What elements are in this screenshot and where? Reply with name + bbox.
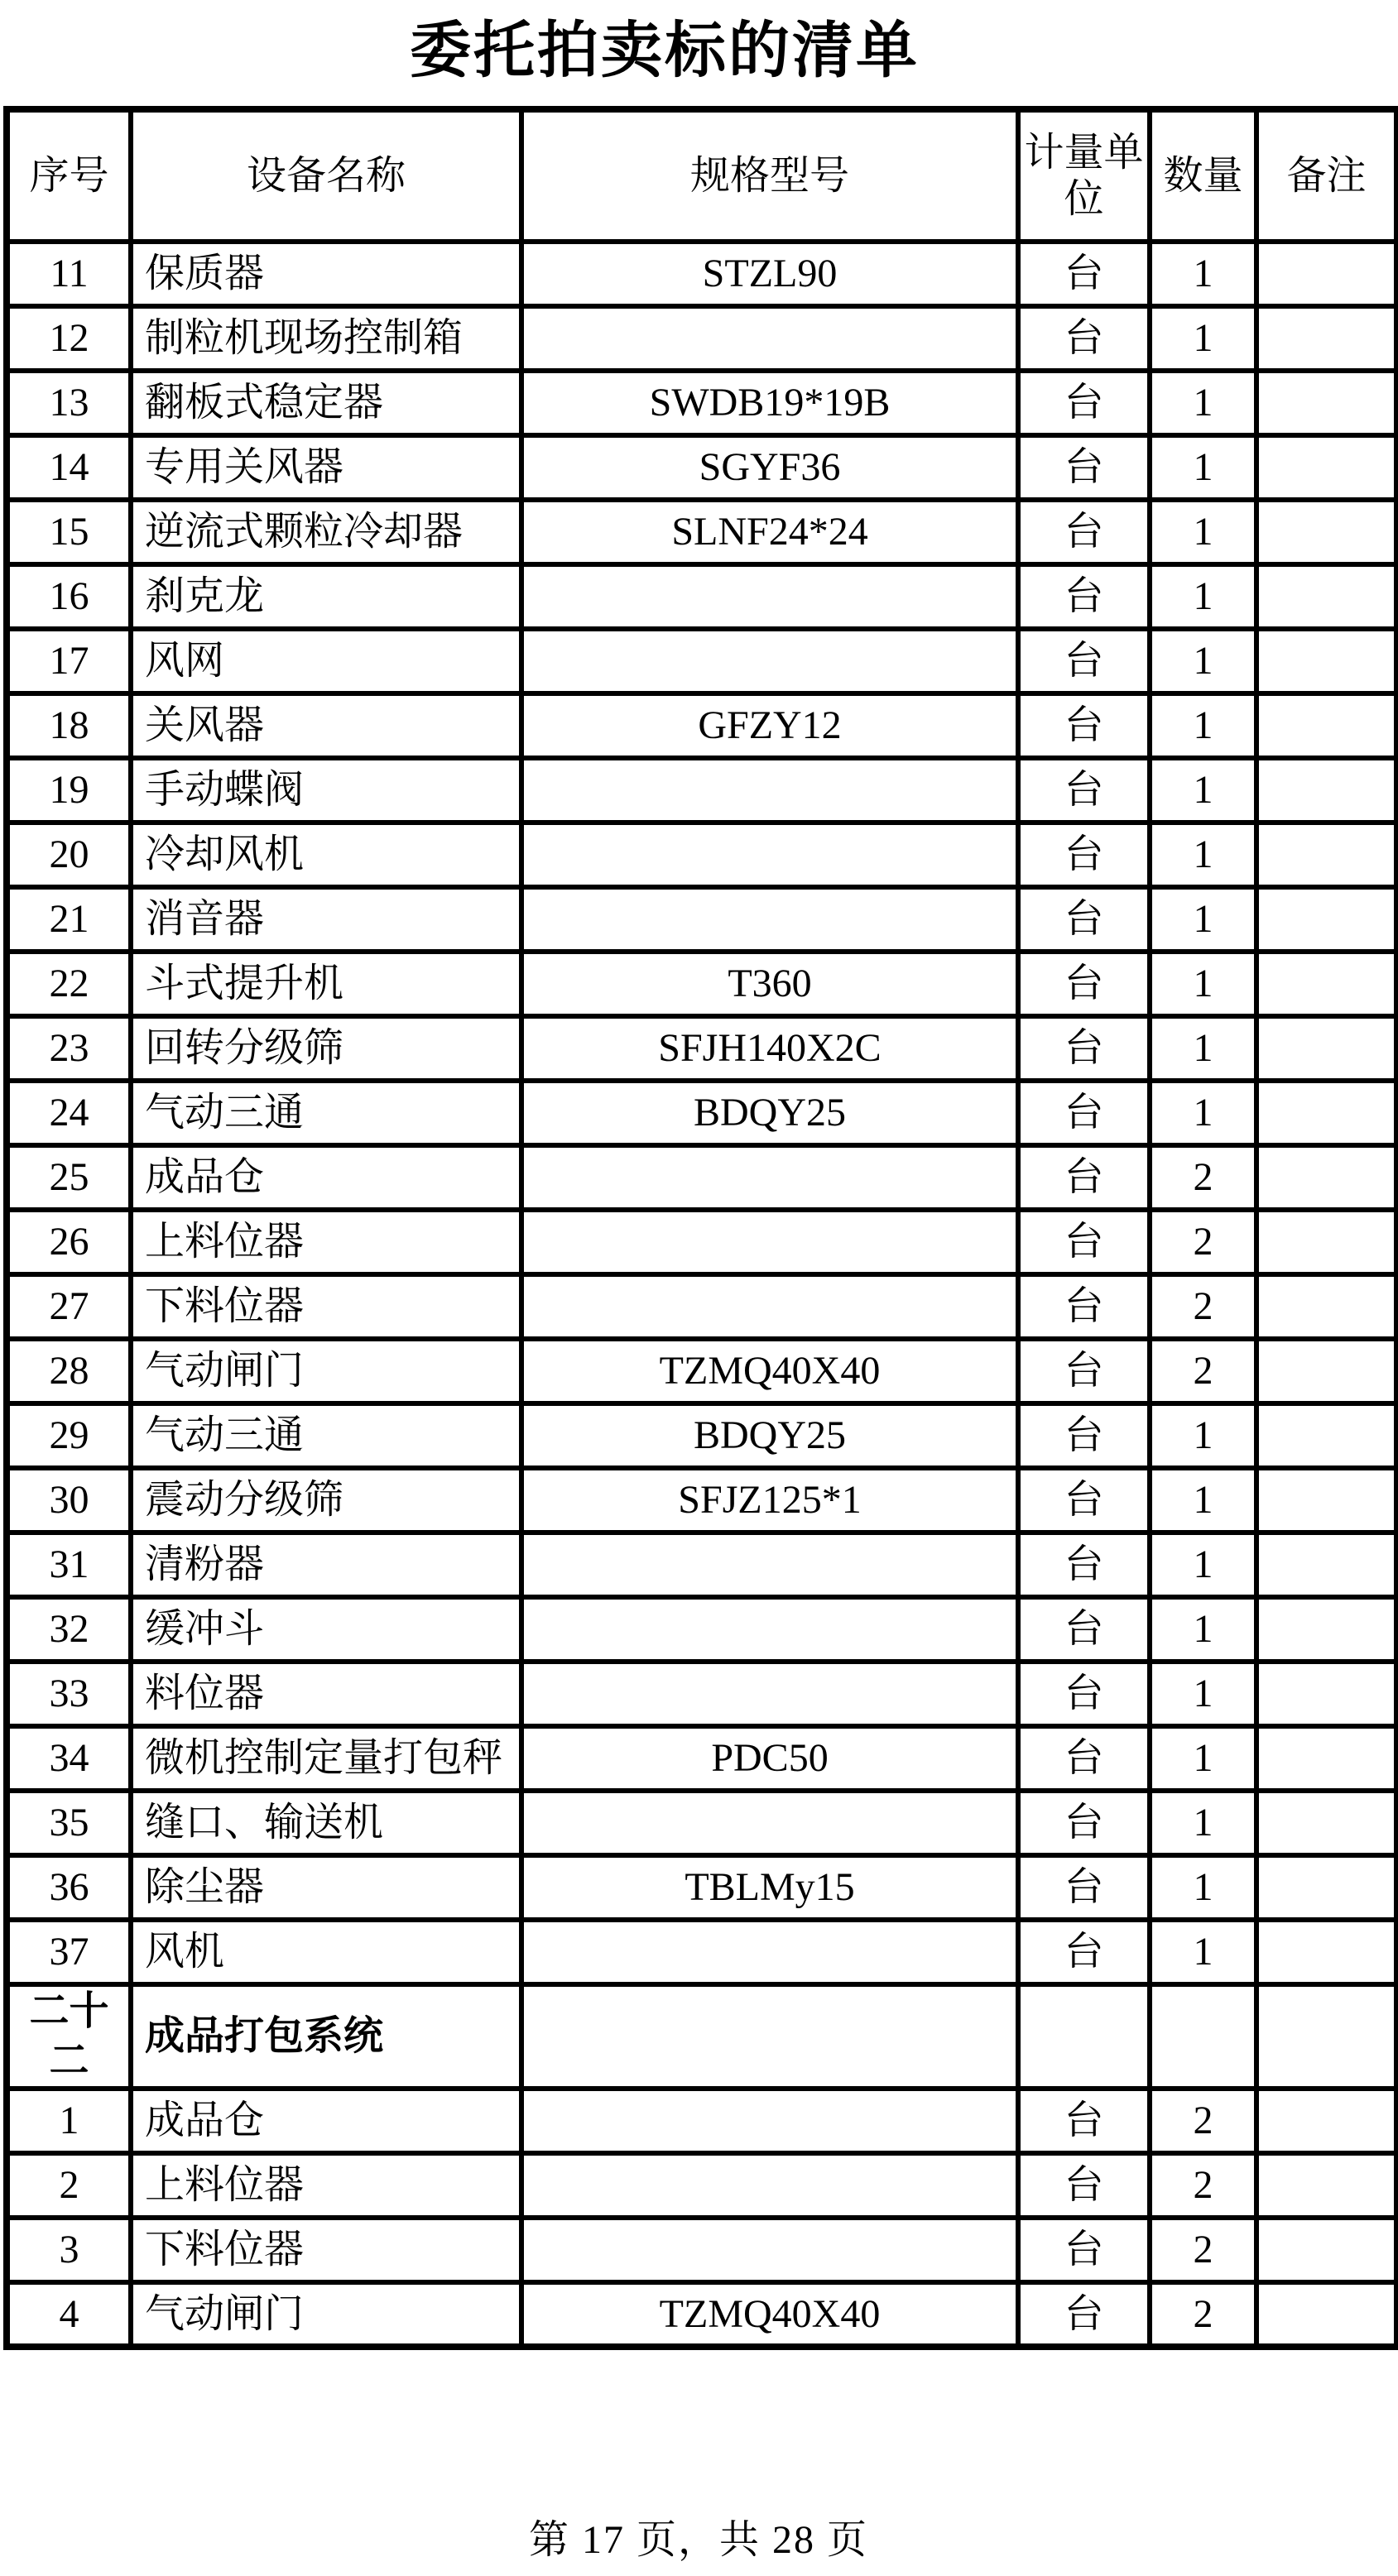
- serial-cell: 18: [7, 693, 131, 758]
- unit-cell: 台: [1018, 2153, 1150, 2218]
- qty-cell: 1: [1150, 242, 1256, 306]
- table-row: [7, 1081, 1397, 1145]
- unit-cell: 台: [1018, 887, 1150, 952]
- section-header-row: [7, 1984, 1397, 2089]
- serial-cell: 32: [7, 1597, 131, 1662]
- qty-cell: 1: [1150, 306, 1256, 371]
- name-cell: 消音器: [131, 887, 521, 952]
- spec-cell: [521, 1210, 1018, 1274]
- column-header-unit: 计量单位: [1018, 109, 1150, 242]
- column-header-serial: 序号: [7, 109, 131, 242]
- name-cell: 翻板式稳定器: [131, 371, 521, 435]
- serial-cell: 25: [7, 1145, 131, 1210]
- table-row: [7, 1403, 1397, 1468]
- qty-cell: 1: [1150, 371, 1256, 435]
- unit-cell: [1018, 1984, 1150, 2089]
- name-cell: 气动闸门: [131, 1339, 521, 1403]
- table-row: [7, 2218, 1397, 2282]
- note-cell: [1256, 2218, 1397, 2282]
- serial-cell: 17: [7, 629, 131, 693]
- note-cell: [1256, 2282, 1397, 2347]
- serial-cell: 15: [7, 500, 131, 564]
- note-cell: [1256, 1210, 1397, 1274]
- spec-cell: BDQY25: [521, 1081, 1018, 1145]
- qty-cell: 1: [1150, 1791, 1256, 1855]
- note-cell: [1256, 435, 1397, 500]
- name-cell: 逆流式颗粒冷却器: [131, 500, 521, 564]
- serial-cell: 23: [7, 1016, 131, 1081]
- unit-cell: 台: [1018, 1016, 1150, 1081]
- name-cell: 斗式提升机: [131, 952, 521, 1016]
- serial-cell: 二十二: [7, 1984, 131, 2089]
- unit-cell: 台: [1018, 1726, 1150, 1791]
- spec-cell: [521, 1984, 1018, 2089]
- serial-cell: 2: [7, 2153, 131, 2218]
- qty-cell: 2: [1150, 1274, 1256, 1339]
- serial-cell: 1: [7, 2089, 131, 2153]
- spec-cell: SGYF36: [521, 435, 1018, 500]
- table-row: [7, 1210, 1397, 1274]
- note-cell: [1256, 1855, 1397, 1920]
- serial-cell: 20: [7, 823, 131, 887]
- note-cell: [1256, 500, 1397, 564]
- note-cell: [1256, 2153, 1397, 2218]
- note-cell: [1256, 1597, 1397, 1662]
- table-row: [7, 1597, 1397, 1662]
- spec-cell: [521, 1274, 1018, 1339]
- qty-cell: 1: [1150, 500, 1256, 564]
- table-row: [7, 693, 1397, 758]
- qty-cell: 1: [1150, 1468, 1256, 1533]
- spec-cell: [521, 1533, 1018, 1597]
- table-row: [7, 306, 1397, 371]
- spec-cell: [521, 2218, 1018, 2282]
- qty-cell: 1: [1150, 435, 1256, 500]
- spec-cell: [521, 2153, 1018, 2218]
- spec-cell: SFJH140X2C: [521, 1016, 1018, 1081]
- spec-cell: [521, 564, 1018, 629]
- column-header-qty: 数量: [1150, 109, 1256, 242]
- table-row: [7, 1339, 1397, 1403]
- table-row: [7, 887, 1397, 952]
- note-cell: [1256, 952, 1397, 1016]
- note-cell: [1256, 1081, 1397, 1145]
- table-row: [7, 242, 1397, 306]
- table-row: [7, 1468, 1397, 1533]
- unit-cell: 台: [1018, 1855, 1150, 1920]
- qty-cell: [1150, 1984, 1256, 2089]
- note-cell: [1256, 1920, 1397, 1984]
- serial-cell: 16: [7, 564, 131, 629]
- qty-cell: 2: [1150, 1339, 1256, 1403]
- name-cell: 料位器: [131, 1662, 521, 1726]
- name-cell: 成品打包系统: [131, 1984, 521, 2089]
- name-cell: 风机: [131, 1920, 521, 1984]
- note-cell: [1256, 629, 1397, 693]
- auction-items-table: [3, 106, 1398, 2350]
- unit-cell: 台: [1018, 1468, 1150, 1533]
- qty-cell: 1: [1150, 1662, 1256, 1726]
- unit-cell: 台: [1018, 1533, 1150, 1597]
- table-row: [7, 1726, 1397, 1791]
- qty-cell: 1: [1150, 1855, 1256, 1920]
- unit-cell: 台: [1018, 1339, 1150, 1403]
- unit-cell: 台: [1018, 371, 1150, 435]
- unit-cell: 台: [1018, 435, 1150, 500]
- table-row: [7, 952, 1397, 1016]
- name-cell: 下料位器: [131, 1274, 521, 1339]
- note-cell: [1256, 564, 1397, 629]
- table-row: [7, 629, 1397, 693]
- spec-cell: TZMQ40X40: [521, 2282, 1018, 2347]
- table-row: [7, 758, 1397, 823]
- name-cell: 回转分级筛: [131, 1016, 521, 1081]
- spec-cell: TBLMy15: [521, 1855, 1018, 1920]
- qty-cell: 1: [1150, 823, 1256, 887]
- spec-cell: [521, 1791, 1018, 1855]
- note-cell: [1256, 1016, 1397, 1081]
- qty-cell: 2: [1150, 2218, 1256, 2282]
- table-row: [7, 823, 1397, 887]
- table-row: [7, 1662, 1397, 1726]
- name-cell: 专用关风器: [131, 435, 521, 500]
- column-header-note: 备注: [1256, 109, 1397, 242]
- name-cell: 刹克龙: [131, 564, 521, 629]
- name-cell: 成品仓: [131, 1145, 521, 1210]
- table-row: [7, 1016, 1397, 1081]
- spec-cell: [521, 1597, 1018, 1662]
- name-cell: 风网: [131, 629, 521, 693]
- name-cell: 气动三通: [131, 1081, 521, 1145]
- unit-cell: 台: [1018, 2282, 1150, 2347]
- name-cell: 保质器: [131, 242, 521, 306]
- unit-cell: 台: [1018, 693, 1150, 758]
- note-cell: [1256, 1145, 1397, 1210]
- name-cell: 气动三通: [131, 1403, 521, 1468]
- serial-cell: 33: [7, 1662, 131, 1726]
- page-title: 委托拍卖标的清单: [410, 16, 920, 84]
- unit-cell: 台: [1018, 2089, 1150, 2153]
- spec-cell: GFZY12: [521, 693, 1018, 758]
- spec-cell: BDQY25: [521, 1403, 1018, 1468]
- table-row: [7, 1791, 1397, 1855]
- serial-cell: 11: [7, 242, 131, 306]
- name-cell: 上料位器: [131, 2153, 521, 2218]
- qty-cell: 1: [1150, 1016, 1256, 1081]
- qty-cell: 1: [1150, 693, 1256, 758]
- spec-cell: [521, 1920, 1018, 1984]
- table-row: [7, 1855, 1397, 1920]
- serial-cell: 26: [7, 1210, 131, 1274]
- table-row: [7, 2282, 1397, 2347]
- name-cell: 震动分级筛: [131, 1468, 521, 1533]
- serial-cell: 34: [7, 1726, 131, 1791]
- note-cell: [1256, 306, 1397, 371]
- qty-cell: 1: [1150, 1403, 1256, 1468]
- name-cell: 除尘器: [131, 1855, 521, 1920]
- qty-cell: 1: [1150, 887, 1256, 952]
- name-cell: 下料位器: [131, 2218, 521, 2282]
- unit-cell: 台: [1018, 1145, 1150, 1210]
- note-cell: [1256, 693, 1397, 758]
- spec-cell: [521, 887, 1018, 952]
- table-row: [7, 1145, 1397, 1210]
- spec-cell: [521, 629, 1018, 693]
- qty-cell: 2: [1150, 1145, 1256, 1210]
- unit-cell: 台: [1018, 2218, 1150, 2282]
- unit-cell: 台: [1018, 1210, 1150, 1274]
- spec-cell: T360: [521, 952, 1018, 1016]
- page-footer: 第 17 页，共 28 页: [528, 2518, 868, 2562]
- serial-cell: 4: [7, 2282, 131, 2347]
- unit-cell: 台: [1018, 1662, 1150, 1726]
- table-row: [7, 435, 1397, 500]
- note-cell: [1256, 1274, 1397, 1339]
- note-cell: [1256, 1984, 1397, 2089]
- serial-cell: 36: [7, 1855, 131, 1920]
- unit-cell: 台: [1018, 564, 1150, 629]
- spec-cell: SLNF24*24: [521, 500, 1018, 564]
- unit-cell: 台: [1018, 823, 1150, 887]
- spec-cell: [521, 1145, 1018, 1210]
- spec-cell: [521, 2089, 1018, 2153]
- spec-cell: [521, 306, 1018, 371]
- unit-cell: 台: [1018, 1791, 1150, 1855]
- table-row: [7, 1533, 1397, 1597]
- table-row: [7, 2089, 1397, 2153]
- serial-cell: 12: [7, 306, 131, 371]
- note-cell: [1256, 371, 1397, 435]
- qty-cell: 1: [1150, 1597, 1256, 1662]
- note-cell: [1256, 1791, 1397, 1855]
- note-cell: [1256, 1726, 1397, 1791]
- name-cell: 冷却风机: [131, 823, 521, 887]
- spec-cell: TZMQ40X40: [521, 1339, 1018, 1403]
- table-header-row: [7, 109, 1397, 242]
- serial-cell: 35: [7, 1791, 131, 1855]
- unit-cell: 台: [1018, 1274, 1150, 1339]
- serial-cell: 30: [7, 1468, 131, 1533]
- spec-cell: [521, 758, 1018, 823]
- name-cell: 成品仓: [131, 2089, 521, 2153]
- unit-cell: 台: [1018, 1081, 1150, 1145]
- spec-cell: [521, 1662, 1018, 1726]
- column-header-spec: 规格型号: [521, 109, 1018, 242]
- note-cell: [1256, 242, 1397, 306]
- note-cell: [1256, 1339, 1397, 1403]
- unit-cell: 台: [1018, 758, 1150, 823]
- name-cell: 手动蝶阀: [131, 758, 521, 823]
- name-cell: 缓冲斗: [131, 1597, 521, 1662]
- name-cell: 微机控制定量打包秤: [131, 1726, 521, 1791]
- serial-cell: 3: [7, 2218, 131, 2282]
- note-cell: [1256, 1662, 1397, 1726]
- qty-cell: 1: [1150, 1533, 1256, 1597]
- serial-cell: 27: [7, 1274, 131, 1339]
- unit-cell: 台: [1018, 1920, 1150, 1984]
- unit-cell: 台: [1018, 629, 1150, 693]
- spec-cell: PDC50: [521, 1726, 1018, 1791]
- note-cell: [1256, 1403, 1397, 1468]
- unit-cell: 台: [1018, 500, 1150, 564]
- note-cell: [1256, 1468, 1397, 1533]
- serial-cell: 29: [7, 1403, 131, 1468]
- qty-cell: 1: [1150, 1081, 1256, 1145]
- spec-cell: STZL90: [521, 242, 1018, 306]
- spec-cell: SWDB19*19B: [521, 371, 1018, 435]
- unit-cell: 台: [1018, 306, 1150, 371]
- note-cell: [1256, 823, 1397, 887]
- spec-cell: SFJZ125*1: [521, 1468, 1018, 1533]
- qty-cell: 1: [1150, 564, 1256, 629]
- table-row: [7, 564, 1397, 629]
- qty-cell: 1: [1150, 1920, 1256, 1984]
- table-row: [7, 1920, 1397, 1984]
- name-cell: 清粉器: [131, 1533, 521, 1597]
- name-cell: 缝口、输送机: [131, 1791, 521, 1855]
- table-row: [7, 500, 1397, 564]
- name-cell: 上料位器: [131, 1210, 521, 1274]
- note-cell: [1256, 758, 1397, 823]
- serial-cell: 14: [7, 435, 131, 500]
- note-cell: [1256, 887, 1397, 952]
- qty-cell: 2: [1150, 2089, 1256, 2153]
- name-cell: 制粒机现场控制箱: [131, 306, 521, 371]
- serial-cell: 31: [7, 1533, 131, 1597]
- unit-cell: 台: [1018, 1597, 1150, 1662]
- serial-cell: 24: [7, 1081, 131, 1145]
- table-row: [7, 371, 1397, 435]
- name-cell: 气动闸门: [131, 2282, 521, 2347]
- serial-cell: 21: [7, 887, 131, 952]
- serial-cell: 13: [7, 371, 131, 435]
- qty-cell: 2: [1150, 2282, 1256, 2347]
- name-cell: 关风器: [131, 693, 521, 758]
- unit-cell: 台: [1018, 952, 1150, 1016]
- unit-cell: 台: [1018, 1403, 1150, 1468]
- qty-cell: 1: [1150, 1726, 1256, 1791]
- qty-cell: 2: [1150, 1210, 1256, 1274]
- table-row: [7, 2153, 1397, 2218]
- note-cell: [1256, 2089, 1397, 2153]
- qty-cell: 1: [1150, 629, 1256, 693]
- qty-cell: 1: [1150, 758, 1256, 823]
- serial-cell: 19: [7, 758, 131, 823]
- qty-cell: 2: [1150, 2153, 1256, 2218]
- serial-cell: 22: [7, 952, 131, 1016]
- note-cell: [1256, 1533, 1397, 1597]
- serial-cell: 28: [7, 1339, 131, 1403]
- qty-cell: 1: [1150, 952, 1256, 1016]
- spec-cell: [521, 823, 1018, 887]
- column-header-name: 设备名称: [131, 109, 521, 242]
- unit-cell: 台: [1018, 242, 1150, 306]
- serial-cell: 37: [7, 1920, 131, 1984]
- table-row: [7, 1274, 1397, 1339]
